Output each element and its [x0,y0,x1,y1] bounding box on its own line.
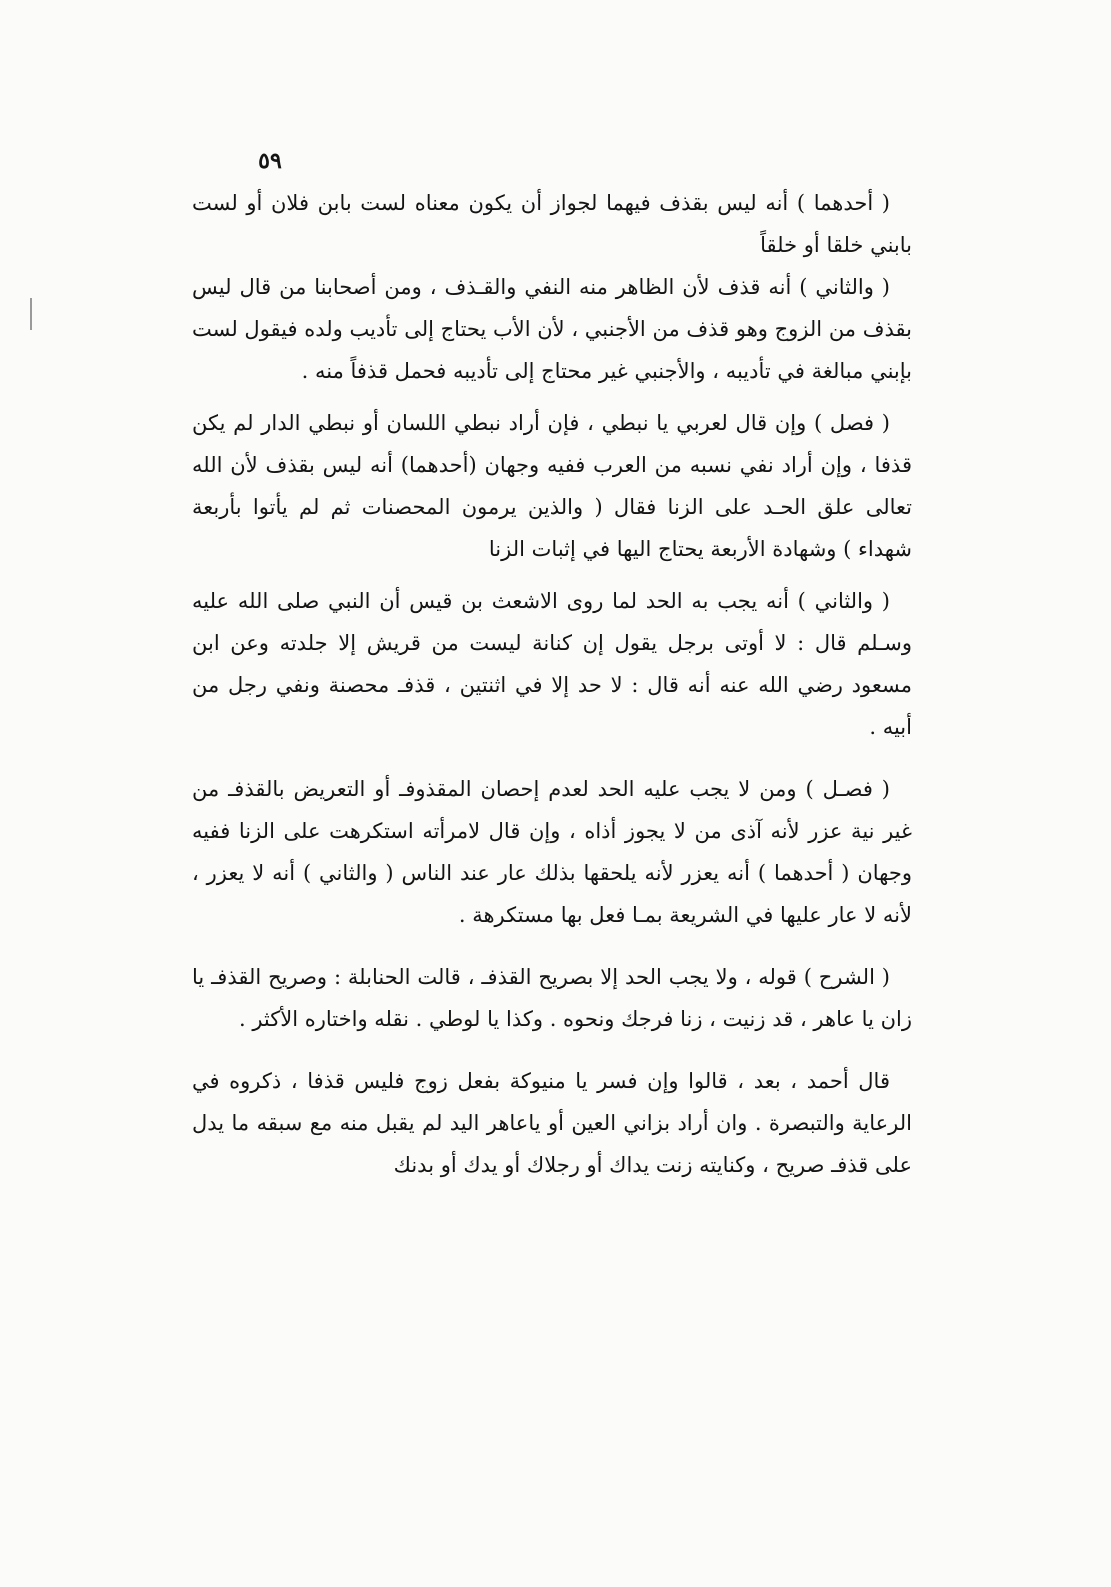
paragraph-first-view: ( أحدهما ) أنه ليس بقذف فيهما لجواز أن يكون معناه لست بابن فلان أو لست بابني خلقا أو خلقاً [192,191,912,257]
paragraph-ahmad: قال أحمد ، بعد ، قالوا وإن فسر يا منيوكة بفعل زوج فليس قذفا ، ذكروه في الرعاية والتبصرة . وان أراد بزاني العين أو ياعاهر اليد لم يقبل منه مع سبقه ما يدل على قذفـ صريح ، وكنايته زنت يداك أو رجلاك أو يدك أو بدنك [192,1069,912,1177]
body-text [192,182,912,1186]
paragraph-section-tazir: ( فصـل ) ومن لا يجب عليه الحد لعدم إحصان المقذوفـ أو التعريض بالقذفـ من غير نية عزر لأنه آذى من لا يجوز أذاه ، وإن قال لامرأته استكرهت على الزنا ففيه وجهان ( أحدهما ) أنه يعزر لأنه يلحقها بذلك عار عند الناس ( والثاني ) أنه لا يعزر ، لأنه لا عار عليها في الشريعة بمـا فعل بها مستكرهة . [192,777,912,927]
paragraph-second-view: ( والثاني ) أنه قذف لأن الظاهر منه النفي والقـذف ، ومن أصحابنا من قال ليس بقذف من الزوج وهو قذف من الأجنبي ، لأن الأب يحتاج إلى تأديب ولده فيقول لست بإبني مبالغة في تأديبه ، والأجنبي غير محتاج إلى تأديبه فحمل قذفاً منه . [192,275,912,383]
paragraph-commentary: ( الشرح ) قوله ، ولا يجب الحد إلا بصريح القذفـ ، قالت الحنابلة : وصريح القذفـ يا زان يا عاهر ، قد زنيت ، زنا فرجك ونحوه . وكذا يا لوطي . نقله واختاره الأكثر . [192,965,912,1031]
margin-mark [30,298,32,330]
page-number: ٥٩ [258,148,282,174]
paragraph-second-view-hadd: ( والثاني ) أنه يجب به الحد لما روى الاشعث بن قيس أن النبي صلى الله عليه وسـلم قال : لا أوتى برجل يقول إن كنانة ليست من قريش إلا جلدته وعن ابن مسعود رضي الله عنه أنه قال : لا حد إلا في اثنتين ، قذفـ محصنة ونفي رجل من أبيه . [192,589,912,739]
paragraph-section-nabati: ( فصل ) وإن قال لعربي يا نبطي ، فإن أراد نبطي اللسان أو نبطي الدار لم يكن قذفا ، وإن أراد نفي نسبه من العرب ففيه وجهان (أحدهما) أنه ليس بقذف لأن الله تعالى علق الحـد على الزنا فقال ( والذين يرمون المحصنات ثم لم يأتوا بأربعة شهداء ) وشهادة الأربعة يحتاج اليها في إثبات الزنا [192,411,912,561]
